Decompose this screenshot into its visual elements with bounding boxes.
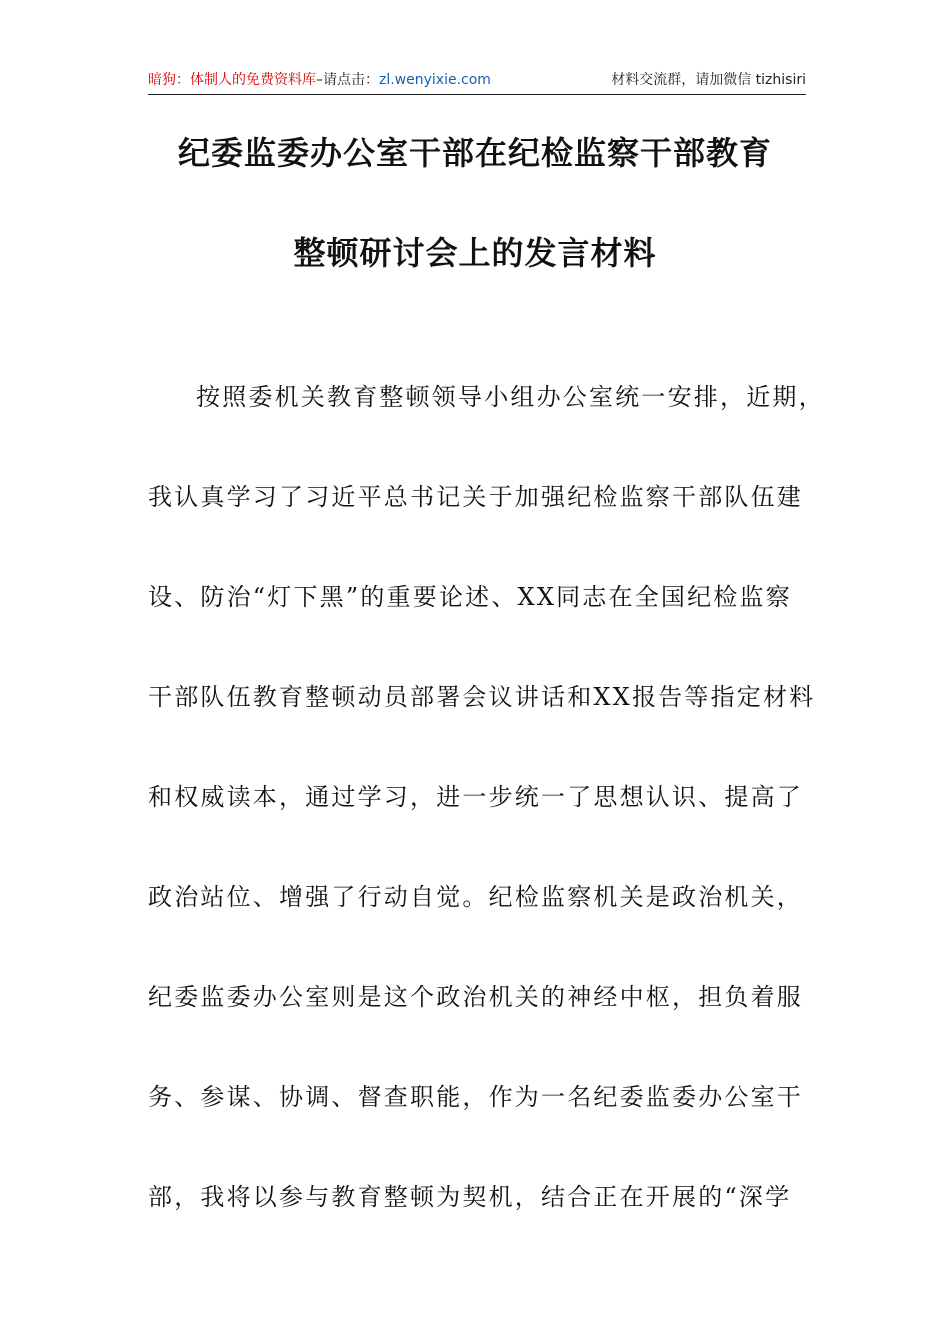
header-url-link[interactable]: zl.wenyixie.com bbox=[379, 72, 491, 88]
body-line: 务、参谋、协调、督查职能，作为一名纪委监委办公室干 bbox=[148, 1083, 803, 1111]
body-line: 干部队伍教育整顿动员部署会议讲话和XX报告等指定材料 bbox=[148, 683, 816, 711]
document-title-line-2: 整顿研讨会上的发言材料 bbox=[293, 234, 657, 272]
page-header bbox=[148, 70, 806, 95]
body-line: 政治站位、增强了行动自觉。纪检监察机关是政治机关， bbox=[148, 883, 803, 911]
body-line: 设、防治“灯下黑”的重要论述、XX同志在全国纪检监察 bbox=[148, 583, 792, 611]
header-click-label: –请点击： bbox=[316, 72, 379, 88]
header-ad-label: 暗狗：体制人的免费资料库 bbox=[148, 72, 316, 88]
body-line: 按照委机关教育整顿领导小组办公室统一安排，近期， bbox=[196, 383, 825, 411]
body-line: 我认真学习了习近平总书记关于加强纪检监察干部队伍建 bbox=[148, 483, 803, 511]
body-line: 部，我将以参与教育整顿为契机，结合正在开展的“深学 bbox=[148, 1183, 792, 1211]
document-title-line-1: 纪委监委办公室干部在纪检监察干部教育 bbox=[177, 134, 772, 172]
header-group-label: 材料交流群，请加微信 tizhisiri bbox=[611, 72, 806, 88]
body-line: 纪委监委办公室则是这个政治机关的神经中枢，担负着服 bbox=[148, 983, 803, 1011]
body-line: 和权威读本，通过学习，进一步统一了思想认识、提高了 bbox=[148, 783, 803, 811]
